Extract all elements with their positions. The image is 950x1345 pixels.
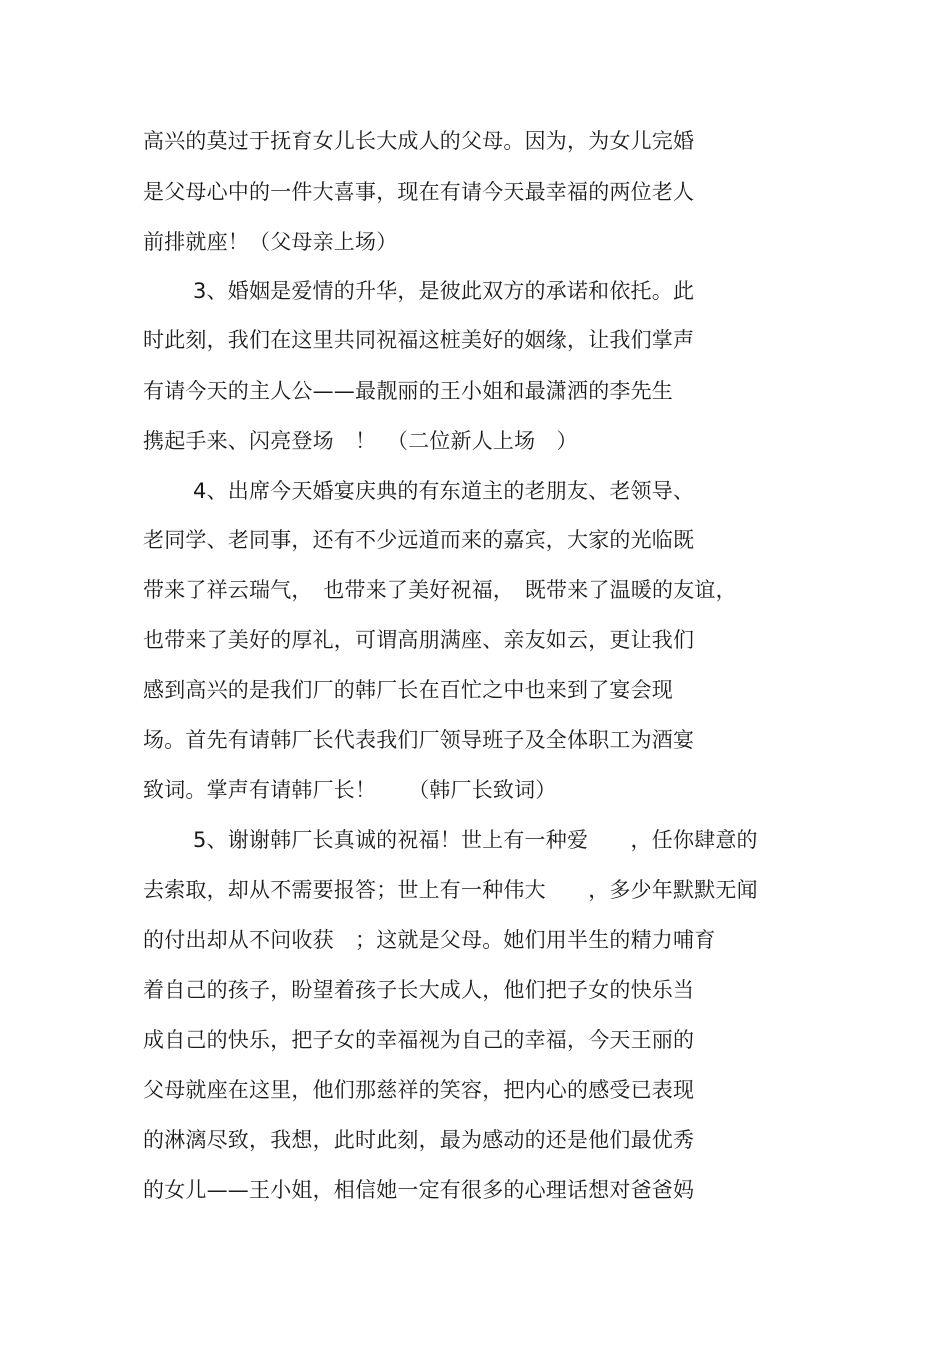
text-line-19: 成自己的快乐，把子女的幸福视为自己的幸福，今天王丽的 [143,1028,695,1052]
text-line-7: 携起手来、闪亮登场 ！ （二位新人上场 ） [143,429,578,453]
text-line-3: 前排就座！（父母亲上场） [143,230,398,254]
text-line-6: 有请今天的主人公——最靓丽的王小姐和最潇洒的李先生 [143,379,673,403]
paragraph-3-start: 3、婚姻是爱情的升华，是彼此双方的承诺和依托。此 [193,279,695,303]
text-line-11: 也带来了美好的厚礼，可谓高朋满座、亲友如云，更让我们 [143,628,695,652]
text-line-10: 带来了祥云瑞气， 也带来了美好祝福， 既带来了温暖的友谊， [143,578,737,602]
paragraph-5-start: 5、谢谢韩厂长真诚的祝福！世上有一种爱 ，任你肆意的 [193,828,758,852]
text-line-16: 去索取，却从不需要报答；世上有一种伟大 ，多少年默默无闻 [143,878,758,902]
text-line-1: 高兴的莫过于抚育女儿长大成人的父母。因为，为女儿完婚 [143,129,695,153]
text-line-13: 场。首先有请韩厂长代表我们厂领导班子及全体职工为酒宴 [143,728,695,752]
text-line-21: 的淋漓尽致，我想，此时此刻，最为感动的还是他们最优秀 [143,1128,695,1152]
text-line-18: 着自己的孩子，盼望着孩子长大成人，他们把子女的快乐当 [143,978,695,1002]
text-line-14: 致词。掌声有请韩厂长！ （韩厂长致词） [143,778,557,802]
text-line-5: 时此刻，我们在这里共同祝福这桩美好的姻缘，让我们掌声 [143,328,695,352]
text-line-2: 是父母心中的一件大喜事，现在有请今天最幸福的两位老人 [143,180,695,204]
text-line-12: 感到高兴的是我们厂的韩厂长在百忙之中也来到了宴会现 [143,678,673,702]
text-line-20: 父母就座在这里，他们那慈祥的笑容，把内心的感受已表现 [143,1078,695,1102]
text-line-9: 老同学、老同事，还有不少远道而来的嘉宾，大家的光临既 [143,528,695,552]
text-line-22: 的女儿——王小姐，相信她一定有很多的心理话想对爸爸妈 [143,1178,695,1202]
text-line-17: 的付出却从不问收获 ；这就是父母。她们用半生的精力哺育 [143,928,716,952]
paragraph-4-start: 4、出席今天婚宴庆典的有东道主的老朋友、老领导、 [193,479,695,503]
